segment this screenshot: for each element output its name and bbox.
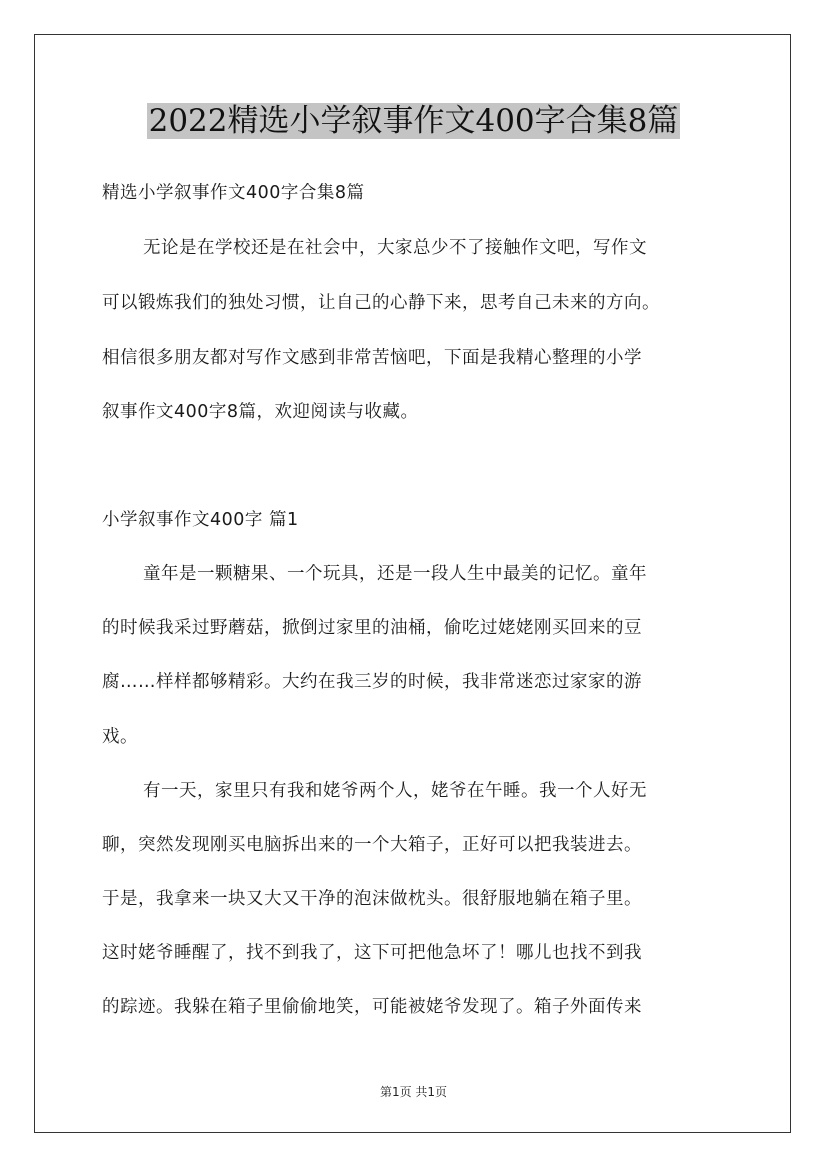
section-heading: 小学叙事作文400字 篇1 (102, 510, 299, 530)
paragraph-line: 有一天，家里只有我和姥爷两个人，姥爷在午睡。我一个人好无 (143, 781, 647, 801)
paragraph-line: 聊，突然发现刚买电脑拆出来的一个大箱子，正好可以把我装进去。 (102, 835, 642, 855)
intro-line: 无论是在学校还是在社会中，大家总少不了接触作文吧，写作文 (143, 238, 647, 258)
intro-line: 可以锻炼我们的独处习惯，让自己的心静下来，思考自己未来的方向。 (102, 293, 660, 313)
paragraph-line: 童年是一颗糖果、一个玩具，还是一段人生中最美的记忆。童年 (143, 564, 647, 584)
paragraph-line: 的踪迹。我躲在箱子里偷偷地笑，可能被姥爷发现了。箱子外面传来 (102, 997, 642, 1017)
paragraph-line: 戏。 (102, 727, 138, 747)
page-footer: 第1页 共1页 (379, 1085, 448, 1099)
intro-line: 相信很多朋友都对写作文感到非常苦恼吧，下面是我精心整理的小学 (102, 348, 642, 368)
paragraph-line: 的时候我采过野蘑菇，掀倒过家里的油桶，偷吃过姥姥刚买回来的豆 (102, 618, 642, 638)
document-title (0, 101, 827, 141)
document-title-text: 2022精选小学叙事作文400字合集8篇 (148, 103, 679, 139)
paragraph-line: 腐……样样都够精彩。大约在我三岁的时候，我非常迷恋过家家的游 (102, 672, 642, 692)
intro-line: 叙事作文400字8篇，欢迎阅读与收藏。 (102, 402, 419, 422)
paragraph-line: 这时姥爷睡醒了，找不到我了，这下可把他急坏了！哪儿也找不到我 (102, 943, 642, 963)
subtitle: 精选小学叙事作文400字合集8篇 (102, 183, 365, 203)
paragraph-line: 于是，我拿来一块又大又干净的泡沫做枕头。很舒服地躺在箱子里。 (102, 889, 642, 909)
